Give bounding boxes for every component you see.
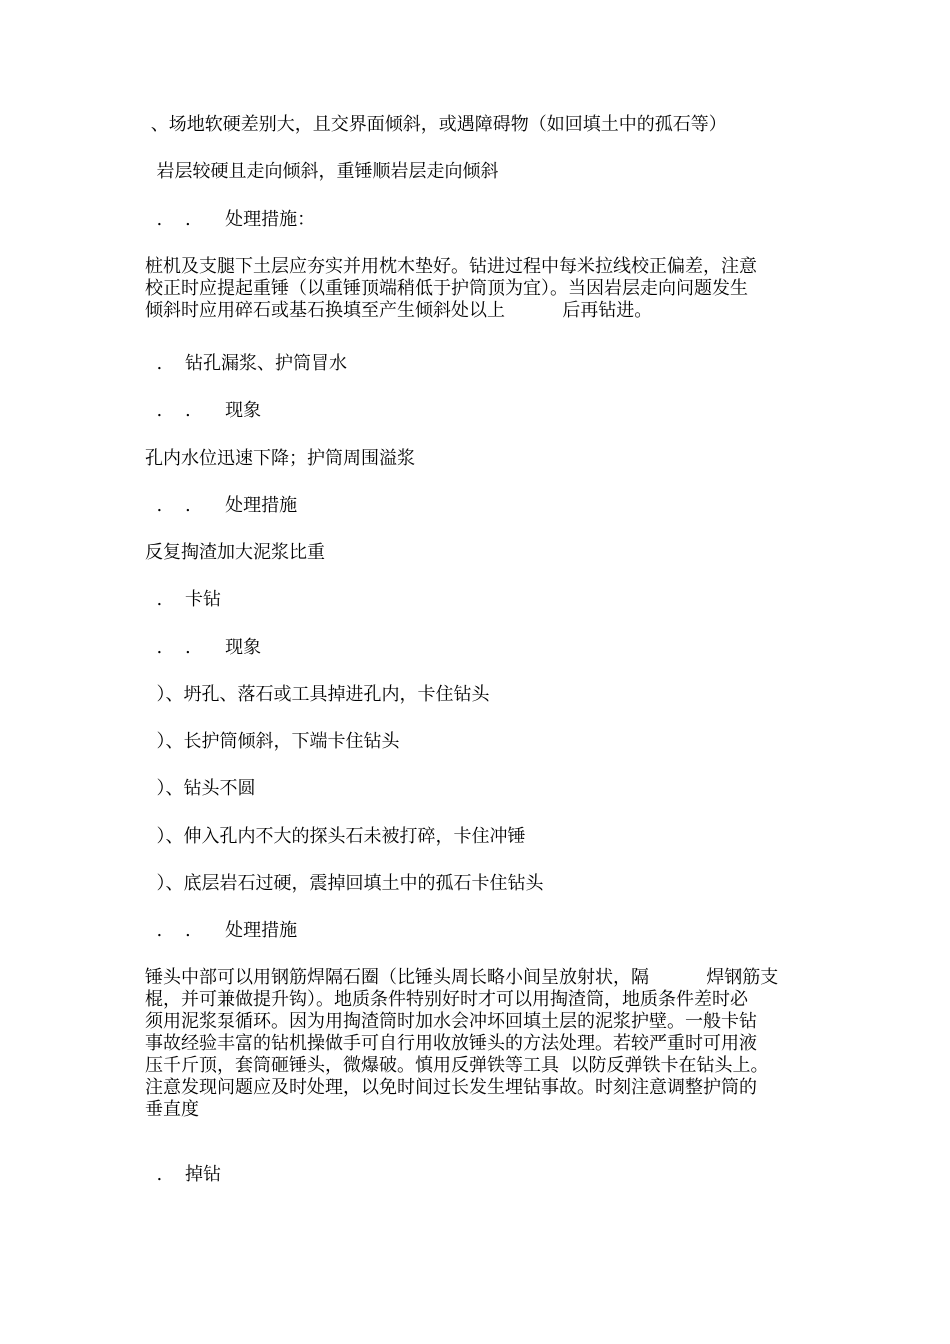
cause-item-rock-layer: 岩层较硬且走向倾斜，重锤顺岩层走向倾斜 (145, 161, 499, 182)
subheading-measures: . . 处理措施： (145, 209, 316, 230)
paragraph-line: 压千斤顶，套筒砸锤头，微爆破。慎用反弹铁等工具 以防反弹铁卡在钻头上。 (145, 1055, 769, 1076)
paragraph-line: 棍，并可兼做提升钩）。地质条件特别好时才可以用掏渣筒，地质条件差时必 (145, 989, 748, 1010)
leakage-phenomenon-text: 孔内水位迅速下降；护筒周围溢浆 (145, 448, 415, 469)
stuck-cause-item: ）、长护筒倾斜，下端卡住钻头 (145, 731, 400, 752)
section-heading-stuck-drill: . 卡钻 (145, 589, 222, 610)
paragraph-line: 校正时应提起重锤（以重锤顶端稍低于护筒顶为宜）。当因岩层走向问题发生 (145, 278, 748, 299)
cause-item-ground: 、场地软硬差别大，且交界面倾斜，或遇障碍物（如回填土中的孤石等） (145, 114, 727, 135)
paragraph-tilt-measures (145, 256, 810, 322)
section-heading-leakage: . 钻孔漏浆、护筒冒水 (145, 353, 348, 374)
paragraph-stuck-measures (145, 967, 810, 1121)
paragraph-line: 须用泥浆泵循环。因为用掏渣筒时加水会冲坏回填土层的泥浆护壁。一般卡钻 (145, 1011, 757, 1032)
subheading-measures: . . 处理措施 (145, 920, 298, 941)
stuck-cause-item: ）、坍孔、落石或工具掉进孔内，卡住钻头 (145, 684, 490, 705)
paragraph-line: 锤头中部可以用钢筋焊隔石圈（比锤头周长略小间呈放射状，隔 焊钢筋支 (145, 967, 779, 988)
subheading-phenomenon: . . 现象 (145, 400, 262, 421)
paragraph-line: 垂直度 (145, 1099, 199, 1120)
paragraph-line: 注意发现问题应及时处理，以免时间过长发生埋钻事故。时刻注意调整护筒的 (145, 1077, 757, 1098)
subheading-measures: . . 处理措施 (145, 495, 298, 516)
leakage-measures-text: 反复掏渣加大泥浆比重 (145, 542, 325, 563)
stuck-cause-item: ）、钻头不圆 (145, 778, 256, 799)
paragraph-line: 事故经验丰富的钻机操做手可自行用收放锤头的方法处理。若较严重时可用液 (145, 1033, 757, 1054)
section-heading-dropped-drill: . 掉钻 (145, 1164, 222, 1185)
subheading-phenomenon: . . 现象 (145, 637, 262, 658)
stuck-cause-item: ）、伸入孔内不大的探头石未被打碎，卡住冲锤 (145, 826, 526, 847)
stuck-cause-item: ）、底层岩石过硬，震掉回填土中的孤石卡住钻头 (145, 873, 544, 894)
paragraph-line: 倾斜时应用碎石或基石换填至产生倾斜处以上 后再钻进。 (145, 300, 653, 321)
paragraph-line: 桩机及支腿下土层应夯实并用枕木垫好。钻进过程中每米拉线校正偏差，注意 (145, 256, 757, 277)
